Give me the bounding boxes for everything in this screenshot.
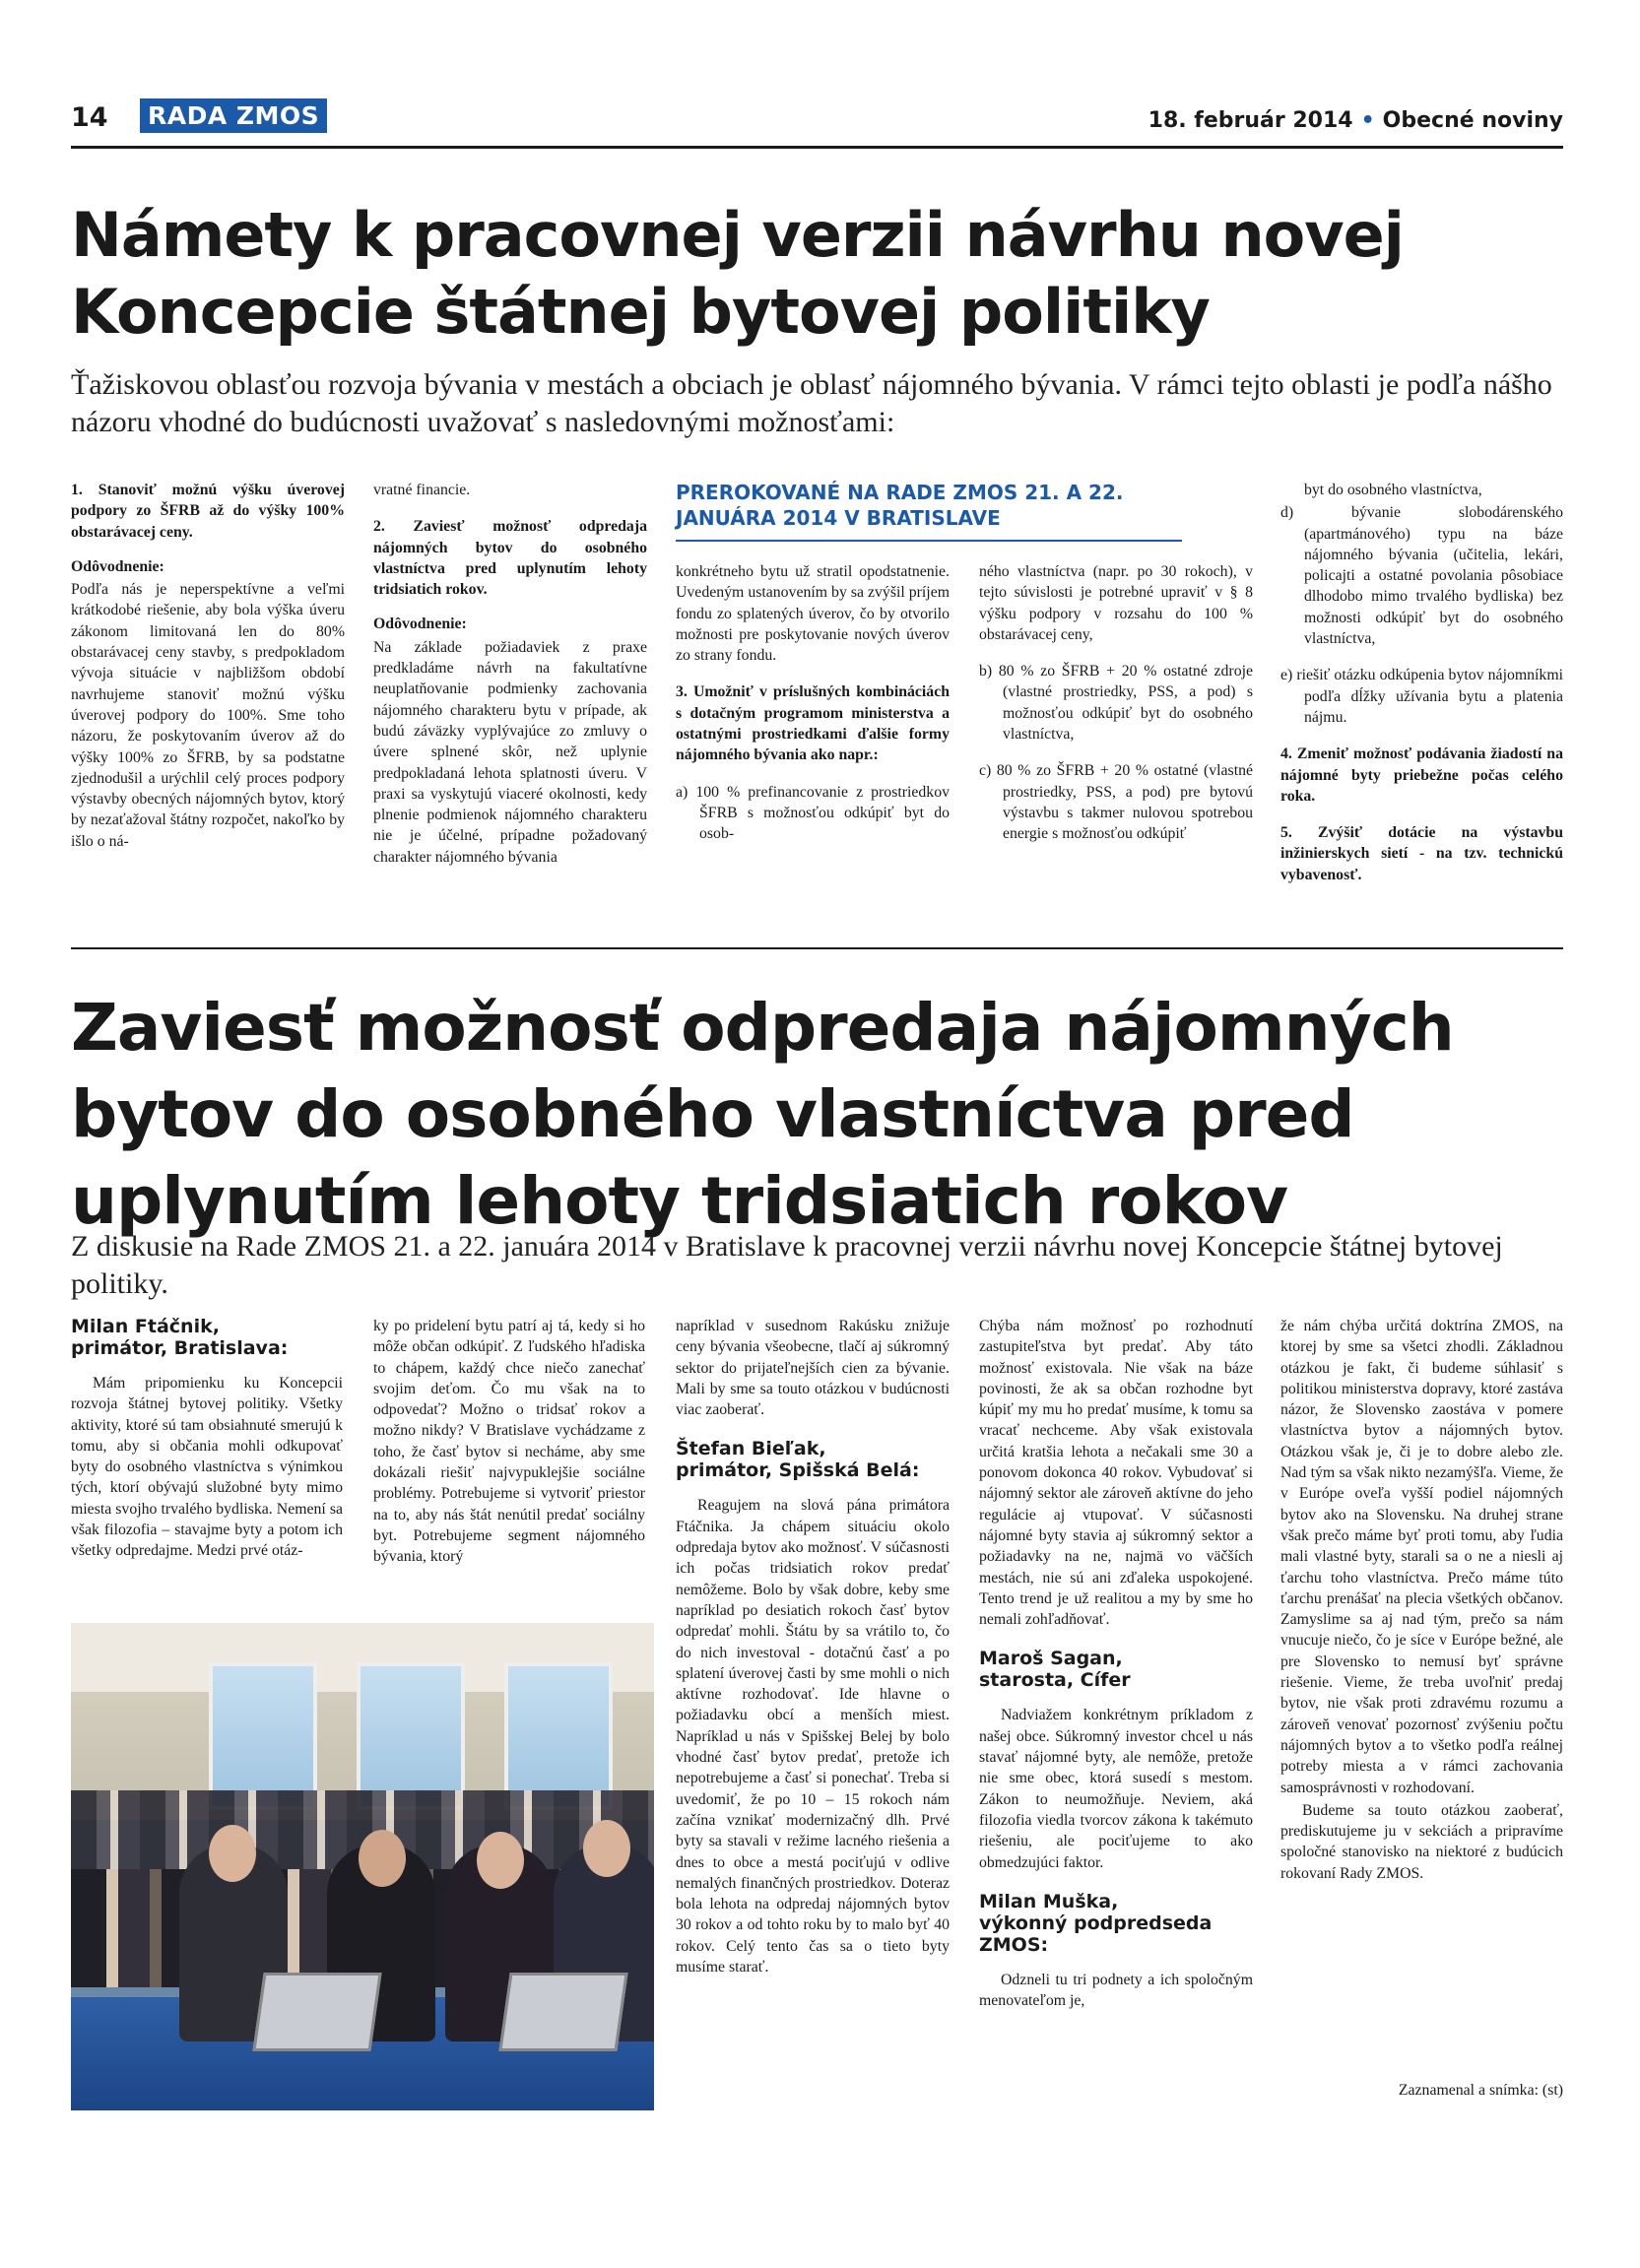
point-1: 1. Stanoviť možnú výšku úverovej podpory zo ŠFRB až do výšky 100% obstarávacej ceny. [71, 482, 345, 541]
box-title-rule [676, 540, 1182, 542]
list-item-e: e) riešiť otázku odkúpenia bytov nájomníkmi podľa dĺžky užívania bytu a platenia nájmu. [1280, 667, 1563, 726]
speaker-name: Milan Muška, [979, 1890, 1119, 1912]
article2-column-2 [373, 1316, 645, 1570]
point-2: 2. Zaviesť možnosť odpredaja nájomných bytov do osobného vlastníctva pred uplynutím lehoty tridsiatich rokov. [373, 518, 647, 599]
issue-date: 18. február 2014 [1148, 108, 1353, 133]
speaker-role: starosta, Cífer [979, 1669, 1131, 1692]
publication-name: Obecné noviny [1382, 108, 1563, 133]
list-item-a: a) 100 % prefinancovanie z prostriedkov ŠFRB s možnosťou odkúpiť byt do osob- [676, 783, 950, 843]
article1-column-4 [979, 561, 1253, 847]
issue-info [1148, 108, 1563, 133]
speaker-name: Štefan Bieľak, [676, 1438, 826, 1460]
article1-column-1 [71, 480, 345, 854]
article2-lead: Z diskusie na Rade ZMOS 21. a 22. januára 2014 v Bratislave k pracovnej verzii návrhu novej Koncepcie štátnej bytovej politiky. [71, 1230, 1503, 1300]
section-tag: RADA ZMOS [140, 98, 327, 133]
article2-column-5 [1280, 1316, 1563, 1886]
bullet-separator: • [1360, 108, 1375, 133]
speaker-name: Milan Ftáčnik, [71, 1316, 220, 1337]
article1-title [71, 197, 1563, 351]
continuation-text: ného vlastníctva (napr. po 30 rokoch), v tejto súvislosti je potrebné upraviť v § 8 výšku podpory v rozsahu do 100 % obstarávacej ceny, [979, 563, 1253, 643]
continuation-text: vratné financie. [373, 482, 471, 498]
page-number: 14 [71, 102, 108, 133]
page-header [71, 98, 1563, 140]
justification-label: Odôvodnenie: [71, 557, 164, 575]
article1-column-2 [373, 480, 647, 870]
speaker-text: Budeme sa touto otázkou zaoberať, prediskutujeme ju v sekciách a pripravíme spoločné stanovisko na niektoré z budúcich rokovaní Rady ZMOS. [1280, 1801, 1563, 1882]
article2-column-3 [676, 1316, 950, 1979]
article2-title-line: bytov do osobného vlastníctva pred [71, 1076, 1354, 1152]
list-item-d: d) bývanie slobodárenského (apartmánového) typu na báze nájomného bývania (učitelia, lekári, policajti a ostatné povolania pôsobiace dlhodobo mimo trvalého bydliska) bez možnosti odkúpiť byt do osobného vlastníctva, [1280, 504, 1563, 648]
article1-title-line: Námety k pracovnej verzii návrhu novej [71, 199, 1404, 271]
continuation-text: byt do osobného vlastníctva, [1304, 482, 1482, 498]
article1-column-3 [676, 561, 950, 847]
article2-title [71, 985, 1563, 1245]
justification-text: Na základe požiadaviek z praxe predkladáme návrh na fakultatívne neuplatňovanie podmienky zachovania nájomného charakteru bytu v prípade, ak budú záväzky vyplývajúce zo zmluvy o úvere splnené skôr, než uplynie predpokladaná lehota splatnosti úveru. V praxi sa vyskytujú viaceré okolnosti, kedy plnenie podmienok nájomného charakteru nie je účelné, prípadne požadovaný charakter nájomného bývania [373, 638, 647, 866]
point-3: 3. Umožniť v príslušných kombináciách s dotačným programom ministerstva a ostatnými prostriedkami ďalšie formy nájomného bývania ako napr.: [676, 683, 950, 764]
speaker-text: Reagujem na slová pána primátora Ftáčnika. Ja chápem situáciu okolo odpredaja bytov ako možnosť. V súčasnosti ich počas tridsiatich rokov predať nemôžeme. Bolo by však dobre, keby sme napríklad po desiatich rokoch časť bytov odpredať mohli. Štátu by sa vrátilo to, čo do nich investoval - dotačnú časť a po splatení úverovej časti by sme mohli o nich aktívne rozhodovať. Ide hlavne o požiadavku obcí a menších miest. Napríklad u nás v Spišskej Belej by bolo vhodné časť bytov predať, pretože ich nepotrebujeme a časť si ponechať. Treba si uvedomiť, že po 10 – 15 rokoch nám začína vznikať modernizačný dlh. Prvé byty sa stavali v režime lacného riešenia a dnes to obce a mestá pociťujú v odlive nemalých finančných prostriedkov. Doteraz bola lehota na odpredaj nájomných bytov 30 rokov a od tohto roku by to malo byť 40 rokov. Celý tento čas sa o tieto byty musíme starať. [676, 1497, 950, 1976]
speaker-text: ky po pridelení bytu patrí aj tá, kedy si ho môže občan odkúpiť. Z ľudského hľadiska to chápem, každý chce niečo zanechať svojim deťom. Čo mu však na to odpovedať? Možno o tridsať rokov a možno nikdy? V Bratislave vychádzame z toho, že časť bytov si necháme, aby sme dokázali riešiť najvypuklejšie sociálne problémy. Potrebujeme si vytvoriť priestor na to, aby nás štát nenútil predať sociálny byt. Potrebujeme segment nájomného bývania, ktorý [373, 1318, 645, 1566]
article2-title-line: Zaviesť možnosť odpredaja nájomných [71, 990, 1454, 1066]
justification-label: Odôvodnenie: [373, 616, 467, 633]
speaker-text: Mám pripomienku ku Koncepcii rozvoja štátnej bytovej politiky. Všetky aktivity, ktoré sú tam obsiahnuté smerujú k tomu, aby si občania mohli odkupovať byty do osobného vlastníctva s výnimkou tých, ktorí obývajú služobné byty mimo miesta svojho trvalého bydliska. Nemení sa však filozofia – stavajme byty a potom ich všetky odpredajme. Medzi prvé otáz- [71, 1375, 343, 1560]
article1-lead: Ťažiskovou oblasťou rozvoja bývania v mestách a obciach je oblasť nájomného bývania. V rámci tejto oblasti je podľa nášho názoru vhodné do budúcnosti uvažovať s nasledovnými možnosťami: [71, 368, 1552, 438]
speaker-text: že nám chýba určitá doktrína ZMOS, na ktorej by sme sa všetci zhodli. Základnou otázkou je fakt, či budeme súhlasiť s politikou ministerstva dopravy, ktoré zastáva názor, že Slovensko zaostáva v pomere vlastníctva bytov a nájomných bytov. Otázkou však je, či je to dobre alebo zle. Nad tým sa však nikto nezamýšľa. Vieme, že v Európe oveľa vyšší podiel nájomných bytov ako na Slovensku. Na druhej strane však prečo máme byť proti tomu, aby ľudia mali vlastné byty, starali sa o ne a niesli aj ťarchu toho vlastníctva. Prečo máme túto ťarchu prenášať na plecia všetkých občanov. Zamyslime sa aj nad tým, prečo sa nám vnucuje niečo, čo je síce v Európe bežné, ale pre Slovensko to nemusí byť správne riešenie. Vieme, že treba uvoľniť predaj bytov, nie však proti zdravému rozumu a zároveň venovať pozornosť zvýšeniu počtu nájomných bytov a to všetko podľa reálnej potreby miesta a v rámci zachovania samosprávnosti v rozhodovaní. [1280, 1318, 1563, 1796]
speaker-byline [979, 1648, 1253, 1691]
list-item-c: c) 80 % zo ŠFRB + 20 % ostatné (vlastné prostriedky, PSS, a pod) pre bytovú výstavbu s takmer nulovou spotrebou energie s možnosťou odkúpiť [979, 762, 1253, 843]
speaker-text: napríklad v susednom Rakúsku znižuje ceny bývania všeobecne, tlačí aj súkromný sektor do prijateľnejších cien za bývanie. Mali by sme sa touto otázkou v budúcnosti viac zaoberať. [676, 1318, 950, 1419]
justification-text: Podľa nás je neperspektívne a veľmi krátkodobé riešenie, aby bola výška úveru zákonom limitovaná len do 80% obstarávacej ceny stavby, s predpokladom vývoja situácie v najbližšom období navrhujeme stanoviť možnú výšku úverovej podpory do 100%. Sme toho názoru, že poskytovaním úverov až do výšky 100% zo ŠFRB, by sa podstatne zjednodušil a urýchlil celý proces podpory výstavby obecných nájomných bytov, ktorý by nezaťažoval štátny rozpočet, nakoľko by išlo o ná- [71, 581, 345, 850]
speaker-name: Maroš Sagan, [979, 1648, 1123, 1670]
photo-credit: Zaznamenal a snímka: (st) [1398, 2082, 1563, 2099]
speaker-role: výkonný podpredseda ZMOS: [979, 1912, 1213, 1956]
article2-title-line: uplynutím lehoty tridsiatich rokov [71, 1163, 1288, 1239]
header-rule [71, 146, 1563, 149]
speaker-byline [979, 1891, 1253, 1956]
article2-column-4 [979, 1316, 1253, 2013]
list-item-b: b) 80 % zo ŠFRB + 20 % ostatné zdroje (vlastné prostriedky, PSS, a pod) s možnosťou odkúpiť byt do osobného vlastníctva, [979, 663, 1253, 744]
speaker-role: primátor, Bratislava: [71, 1337, 289, 1359]
speaker-role: primátor, Spišská Belá: [676, 1459, 920, 1482]
article1-title-line: Koncepcie štátnej bytovej politiky [71, 276, 1210, 348]
speaker-text: Chýba nám možnosť po rozhodnutí zastupiteľstva byt predať. Aby táto možnosť existovala. Nie však na báze povinosti, že ak sa občan rozhodne byt kúpiť my mu ho predať musíme, k tomu sa vracať nechceme. Aby však existovala určitá kratšia lehota a nečakali sme 30 a ponovom dokonca 40 rokov. Vybudovať si nájomný sektor ale zároveň aktívne do jeho regulácie aj vtupovať. V súčasnosti nájomné byty stavia aj súkromný sektor a požiadavky na ne, najmä vo väčších mestách, nie sú ani zďaleka uspokojené. Tento trend je už realitou a my by sme ho nemali zohľadňovať. [979, 1318, 1253, 1629]
speaker-text: Odzneli tu tri podnety a ich spoločným menovateľom je, [979, 1971, 1253, 2010]
point-4: 4. Zmeniť možnosť podávania žiadostí na nájomné byty priebežne počas celého roka. [1280, 745, 1563, 805]
point-5: 5. Zvýšiť dotácie na výstavbu inžinierskych sietí - na tzv. technickú vybavenosť. [1280, 824, 1563, 883]
article2-column-1 [71, 1316, 343, 1564]
article1-column-5 [1280, 480, 1563, 887]
speaker-byline [676, 1438, 950, 1481]
speaker-byline [71, 1316, 343, 1359]
body-text: konkrétneho bytu už stratil opodstatnenie. Uvedeným ustanovením by sa zvýšil príjem fondu zo splatených úverov, čo by otvorilo možnosti pre poskytovanie nových úverov zo strany fondu. [676, 563, 950, 665]
meeting-photo [71, 1623, 654, 2110]
box-title: PREROKOVANÉ NA RADE ZMOS 21. A 22. JANUÁRA 2014 V BRATISLAVE [676, 481, 1124, 530]
speaker-text: Nadviažem konkrétnym príkladom z našej obce. Súkromný investor chcel u nás stavať nájomné byty, ale nemôže, pretože nie sme obec, ktorá susedí s mestom. Zákon to neumožňuje. Neviem, aká filozofia viedla tvorcov zákona k takémuto riešeniu, ale pociťujeme to ako obmedzujúci faktor. [979, 1707, 1253, 1871]
article-divider [71, 947, 1563, 949]
